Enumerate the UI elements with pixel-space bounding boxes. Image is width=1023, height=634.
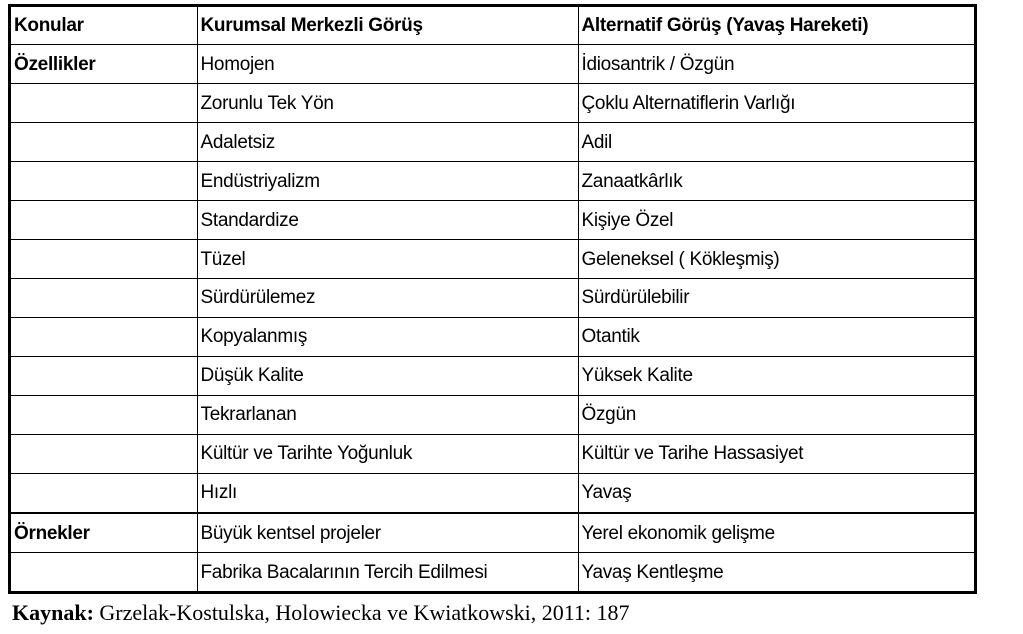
row-institutional-cell: Büyük kentsel projeler <box>197 514 578 553</box>
row-alternative-cell: Kültür ve Tarihe Hassasiyet <box>578 434 974 473</box>
source-label: Kaynak: <box>12 600 94 625</box>
row-alternative-cell: Sürdürülebilir <box>578 278 974 317</box>
row-institutional-cell: Endüstriyalizm <box>197 162 578 201</box>
row-alternative-cell: Kişiye Özel <box>578 201 974 240</box>
table-row <box>11 473 974 512</box>
row-topic-cell <box>11 162 197 201</box>
row-alternative-cell: Yüksek Kalite <box>578 356 974 395</box>
row-institutional-cell: Sürdürülemez <box>197 278 578 317</box>
row-alternative-cell: İdiosantrik / Özgün <box>578 45 974 84</box>
source-text: Grzelak-Kostulska, Holowiecka ve Kwiatkowski, 2011: 187 <box>93 600 630 625</box>
row-topic-cell <box>11 395 197 434</box>
table-row <box>11 395 974 434</box>
row-institutional-cell: Adaletsiz <box>197 123 578 162</box>
table-row <box>11 123 974 162</box>
table-row <box>11 356 974 395</box>
table-row <box>11 553 974 591</box>
row-topic-cell <box>11 356 197 395</box>
row-topic-cell: Örnekler <box>11 514 197 553</box>
row-institutional-cell: Zorunlu Tek Yön <box>197 84 578 123</box>
row-alternative-cell: Otantik <box>578 317 974 356</box>
row-alternative-cell: Geleneksel ( Kökleşmiş) <box>578 240 974 279</box>
row-topic-cell <box>11 123 197 162</box>
row-topic-cell <box>11 317 197 356</box>
table-row <box>11 514 974 553</box>
row-topic-cell <box>11 201 197 240</box>
table-row <box>11 162 974 201</box>
row-alternative-cell: Yavaş Kentleşme <box>578 553 974 591</box>
row-alternative-cell: Yerel ekonomik gelişme <box>578 514 974 553</box>
table-row <box>11 434 974 473</box>
row-institutional-cell: Tüzel <box>197 240 578 279</box>
row-alternative-cell: Çoklu Alternatiflerin Varlığı <box>578 84 974 123</box>
row-institutional-cell: Kopyalanmış <box>197 317 578 356</box>
row-alternative-cell: Zanaatkârlık <box>578 162 974 201</box>
table-header-row <box>11 7 974 45</box>
table-row <box>11 201 974 240</box>
row-institutional-cell: Standardize <box>197 201 578 240</box>
row-alternative-cell: Özgün <box>578 395 974 434</box>
row-topic-cell <box>11 434 197 473</box>
row-topic-cell <box>11 278 197 317</box>
table-row <box>11 45 974 84</box>
row-institutional-cell: Kültür ve Tarihte Yoğunluk <box>197 434 578 473</box>
header-topics: Konular <box>11 7 197 45</box>
header-institutional-view: Kurumsal Merkezli Görüş <box>197 7 578 45</box>
row-topic-cell: Özellikler <box>11 45 197 84</box>
table-row <box>11 317 974 356</box>
row-institutional-cell: Tekrarlanan <box>197 395 578 434</box>
row-topic-cell <box>11 240 197 279</box>
row-institutional-cell: Hızlı <box>197 473 578 512</box>
source-citation <box>12 600 630 626</box>
row-institutional-cell: Homojen <box>197 45 578 84</box>
row-topic-cell <box>11 473 197 512</box>
header-alternative-view: Alternatif Görüş (Yavaş Hareketi) <box>578 7 974 45</box>
table-row <box>11 240 974 279</box>
row-alternative-cell: Yavaş <box>578 473 974 512</box>
table-row <box>11 278 974 317</box>
row-topic-cell <box>11 553 197 591</box>
row-topic-cell <box>11 84 197 123</box>
row-alternative-cell: Adil <box>578 123 974 162</box>
row-institutional-cell: Düşük Kalite <box>197 356 578 395</box>
row-institutional-cell: Fabrika Bacalarının Tercih Edilmesi <box>197 553 578 591</box>
table-row <box>11 84 974 123</box>
comparison-table <box>11 7 974 591</box>
comparison-table-frame <box>8 4 977 594</box>
